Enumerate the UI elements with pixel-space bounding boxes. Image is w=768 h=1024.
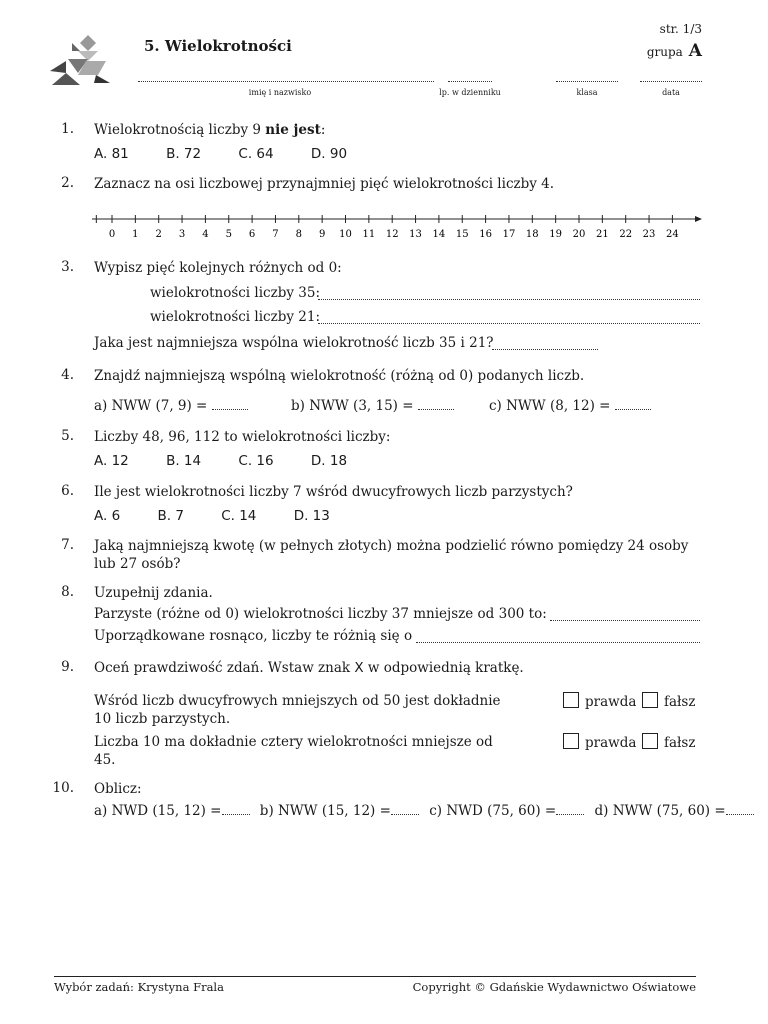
footer-copyright: Copyright © Gdańskie Wydawnictwo Oświatowe	[412, 980, 696, 994]
number-line-label: 20	[572, 229, 586, 240]
number-line-label: 5	[225, 229, 232, 240]
statement-1-true[interactable]: prawda	[563, 692, 636, 710]
difference-label: Uporządkowane rosnąco, liczby te różnią się o	[94, 628, 413, 644]
worksheet-title: 5. Wielokrotności	[144, 37, 292, 55]
answer-field[interactable]	[556, 802, 584, 815]
gcd-15-12: a) NWD (15, 12) =	[94, 803, 222, 819]
question-3-text: Wypisz pięć kolejnych różnych od 0:	[94, 260, 342, 276]
group-indicator: grupa A	[646, 41, 702, 61]
number-line-label: 12	[385, 229, 399, 240]
statement-1: Wśród liczb dwucyfrowych mniejszych od 50 jest dokładnie 10 liczb parzystych.	[94, 693, 501, 727]
multiples-35-answer[interactable]	[318, 298, 700, 300]
question-6-text: Ile jest wielokrotności liczby 7 wśród dwucyfrowych liczb parzystych?	[94, 484, 573, 500]
number-line-label: 14	[432, 229, 446, 240]
question-number: 4.	[61, 367, 74, 383]
question-1-text: Wielokrotnością liczby 9 nie jest:	[94, 122, 326, 138]
question-number: 1.	[61, 121, 74, 137]
question-number: 10.	[52, 780, 74, 796]
difference-answer[interactable]	[416, 641, 700, 643]
number-line-label: 16	[479, 229, 492, 240]
number-line-label: 2	[155, 229, 162, 240]
number-line[interactable]	[92, 210, 704, 242]
number-line-label: 8	[295, 229, 302, 240]
number-line-label: 3	[178, 229, 186, 240]
tangram-logo	[48, 33, 114, 87]
number-line-label: 6	[248, 229, 256, 240]
lcm-15-12: b) NWW (15, 12) =	[259, 803, 391, 819]
statement-2-false[interactable]: fałsz	[642, 733, 695, 751]
option-c[interactable]: C. 16	[238, 453, 274, 469]
question-number: 7.	[61, 537, 74, 553]
option-c[interactable]: C. 64	[238, 146, 274, 162]
number-line-label: 7	[272, 229, 279, 240]
journal-number-field[interactable]	[448, 80, 492, 82]
class-label: klasa	[576, 88, 598, 97]
date-field[interactable]	[640, 80, 702, 82]
question-5-text: Liczby 48, 96, 112 to wielokrotności liczby:	[94, 429, 391, 445]
question-7-text: Jaką najmniejszą kwotę (w pełnych złotych) można podzielić równo pomiędzy 24 osoby lub 27 osób?	[94, 538, 689, 572]
option-a[interactable]: A. 81	[94, 146, 129, 162]
multiples-21-answer[interactable]	[318, 322, 700, 324]
statement-2-true[interactable]: prawda	[563, 733, 636, 751]
question-10-text: Oblicz:	[94, 781, 142, 797]
checkbox-icon[interactable]	[563, 692, 579, 708]
number-line-label: 24	[666, 229, 679, 240]
statement-2: Liczba 10 ma dokładnie cztery wielokrotności mniejsze od 45.	[94, 734, 493, 768]
name-field[interactable]	[138, 80, 434, 82]
multiples-21-label: wielokrotności liczby 21:	[150, 309, 321, 325]
number-line-label: 9	[318, 229, 326, 240]
number-line-label: 15	[455, 229, 469, 240]
question-number: 5.	[61, 428, 74, 444]
number-line-label: 1	[132, 229, 139, 240]
answer-field[interactable]	[391, 802, 419, 815]
question-number: 3.	[61, 259, 74, 275]
number-line-label: 10	[339, 229, 352, 240]
even-multiples-37-label: Parzyste (różne od 0) wielokrotności liczby 37 mniejsze od 300 to:	[94, 606, 547, 622]
lcm-35-21-question: Jaka jest najmniejsza wspólna wielokrotność liczb 35 i 21?	[94, 335, 494, 351]
page-number: str. 1/3	[659, 22, 702, 36]
journal-number-label: lp. w dzienniku	[439, 88, 501, 97]
lcm-8-12: c) NWW (8, 12) =	[489, 397, 651, 414]
option-d[interactable]: D. 18	[310, 453, 348, 469]
number-line-label: 21	[595, 229, 609, 240]
option-b[interactable]: B. 14	[166, 453, 202, 469]
multiples-35-label: wielokrotności liczby 35:	[150, 285, 321, 301]
answer-field[interactable]	[212, 397, 248, 410]
number-line-label: 18	[525, 229, 539, 240]
name-label: imię i nazwisko	[248, 88, 312, 97]
question-number: 6.	[61, 483, 74, 499]
number-line-label: 0	[108, 229, 116, 240]
number-line-label: 17	[502, 229, 516, 240]
question-number: 2.	[61, 175, 74, 191]
question-9-text: Oceń prawdziwość zdań. Wstaw znak X w odpowiednią kratkę.	[94, 660, 524, 676]
option-b[interactable]: B. 7	[157, 508, 184, 524]
question-2-text: Zaznacz na osi liczbowej przynajmniej pięć wielokrotności liczby 4.	[94, 176, 555, 192]
answer-field[interactable]	[615, 397, 651, 410]
question-5-options	[94, 453, 380, 469]
option-a[interactable]: A. 6	[94, 508, 121, 524]
gcd-75-60: c) NWD (75, 60) =	[429, 803, 557, 819]
question-8-text: Uzupełnij zdania.	[94, 585, 213, 601]
number-line-label: 23	[642, 229, 656, 240]
answer-field[interactable]	[418, 397, 454, 410]
question-6-options	[94, 508, 363, 524]
number-line-label: 11	[362, 229, 376, 240]
number-line-label: 4	[202, 229, 209, 240]
lcm-3-15: b) NWW (3, 15) =	[291, 397, 454, 414]
class-field[interactable]	[556, 80, 618, 82]
option-b[interactable]: B. 72	[166, 146, 202, 162]
footer-author: Wybór zadań: Krystyna Frala	[54, 980, 224, 994]
footer-divider	[54, 976, 696, 977]
question-1-options	[94, 146, 380, 162]
option-d[interactable]: D. 13	[293, 508, 330, 524]
lcm-75-60: d) NWW (75, 60) =	[594, 803, 726, 819]
lcm-35-21-answer[interactable]	[492, 348, 598, 350]
date-label: data	[662, 88, 680, 97]
number-line-label: 13	[409, 229, 422, 240]
question-number: 9.	[61, 659, 74, 675]
answer-field[interactable]	[726, 802, 754, 815]
lcm-7-9: a) NWW (7, 9) =	[94, 397, 248, 414]
answer-field[interactable]	[222, 802, 250, 815]
checkbox-icon[interactable]	[642, 733, 658, 749]
question-number: 8.	[61, 584, 74, 600]
question-4-text: Znajdź najmniejszą wspólną wielokrotność (różną od 0) podanych liczb.	[94, 368, 585, 384]
checkbox-icon[interactable]	[563, 733, 579, 749]
option-d[interactable]: D. 90	[310, 146, 348, 162]
number-line-label: 22	[619, 229, 633, 240]
calc-row	[94, 802, 754, 819]
option-a[interactable]: A. 12	[94, 453, 129, 469]
statement-1-false[interactable]: fałsz	[642, 692, 695, 710]
option-c[interactable]: C. 14	[221, 508, 257, 524]
checkbox-icon[interactable]	[642, 692, 658, 708]
even-multiples-37-answer[interactable]	[550, 619, 700, 621]
number-line-label: 19	[549, 229, 563, 240]
